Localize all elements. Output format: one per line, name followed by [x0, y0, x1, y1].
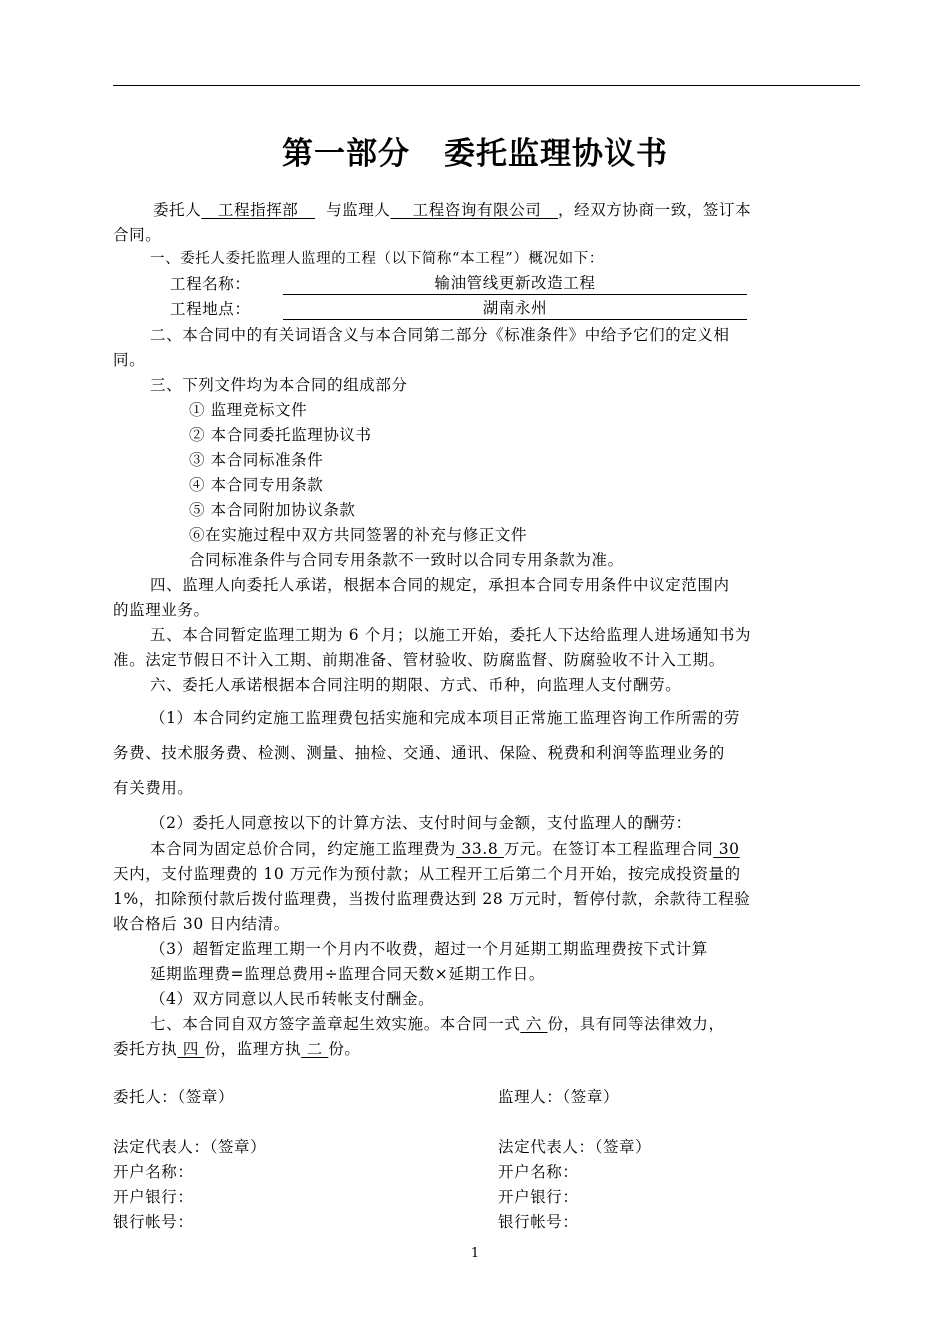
doc-item-5: ⑤ 本合同附加协议条款 [189, 501, 356, 519]
title-part: 第一部分 [282, 136, 410, 172]
doc-item-3: ③ 本合同标准条件 [189, 451, 324, 469]
doc-item-2: ② 本合同委托监理协议书 [189, 426, 372, 444]
sign-supervisor: 监理人：（签章） [498, 1088, 620, 1106]
page-title [0, 128, 950, 173]
client-copies: 四 [177, 1040, 205, 1058]
project-name-label: 工程名称： [170, 275, 251, 293]
page-number: 1 [470, 1246, 480, 1261]
docs-note: 合同标准条件与合同专用条款不一致时以合同专用条款为准。 [189, 551, 624, 569]
supervisor-name-text: 工程咨询有限公司 [412, 201, 542, 219]
bank-client: 开户银行： [113, 1188, 194, 1206]
section-5-line-1: 五、本合同暂定监理工期为 6 个月；以施工开始，委托人下达给监理人进场通知书为 [150, 626, 752, 644]
para-4: （4）双方同意以人民币转帐支付酬金。 [150, 990, 435, 1008]
s7b-prefix: 委托方执 [113, 1040, 178, 1058]
total-copies: 六 [520, 1015, 548, 1033]
section-3: 三、下列文件均为本合同的组成部分 [150, 376, 408, 394]
legal-rep-supervisor: 法定代表人：（签章） [498, 1138, 652, 1156]
s7b-mid: 份，监理方执 [204, 1040, 302, 1058]
intro-cont: 合同。 [113, 226, 162, 244]
fee-amount: 33.8 [455, 840, 504, 858]
section-4-line-1: 四、监理人向委托人承诺，根据本合同的规定，承担本合同专用条件中议定范围内 [150, 576, 730, 594]
s7b-end: 份。 [328, 1040, 361, 1058]
para-3: （3）超暂定监理工期一个月内不收费，超过一个月延期工期监理费按下式计算 [150, 940, 708, 958]
doc-item-4: ④ 本合同专用条款 [189, 476, 324, 494]
intro-mid: 与监理人 [326, 201, 391, 219]
section-7-line-1 [150, 1012, 725, 1036]
intro-line [153, 198, 751, 222]
header-rule [113, 85, 860, 86]
para-3-formula: 延期监理费=监理总费用÷监理合同天数×延期工作日。 [150, 965, 545, 983]
payment-days: 30 [713, 840, 740, 858]
section-2-line-1: 二、本合同中的有关词语含义与本合同第二部分《标准条件》中给予它们的定义相 [150, 326, 730, 344]
section-7-line-2 [113, 1037, 361, 1061]
account-no-supervisor: 银行帐号： [498, 1213, 579, 1231]
para-2-line-2: 天内，支付监理费的 10 万元作为预付款；从工程开工后第二个月开始，按完成投资量的 [113, 865, 741, 883]
para-2-line-3: 1%，扣除预付款后拨付监理费，当拨付监理费达到 28 万元时，暂停付款，余款待工程验 [113, 890, 751, 908]
section-6: 六、委托人承诺根据本合同注明的期限、方式、币种，向监理人支付酬劳。 [150, 676, 682, 694]
section-1: 一、委托人委托监理人监理的工程（以下简称“本工程”）概况如下： [150, 251, 604, 267]
doc-item-6: ⑥在实施过程中双方共同签署的补充与修正文件 [189, 526, 528, 544]
para-2: （2）委托人同意按以下的计算方法、支付时间与金额，支付监理人的酬劳： [150, 814, 692, 832]
intro-suffix: ，经双方协商一致，签订本 [558, 201, 752, 219]
doc-item-1: ① 监理竞标文件 [189, 401, 308, 419]
client-name [201, 201, 315, 219]
s7-prefix: 七、本合同自双方签字盖章起生效实施。本合同一式 [150, 1015, 521, 1033]
section-5-line-2: 准。法定节假日不计入工期、前期准备、管材验收、防腐监督、防腐验收不计入工期。 [113, 651, 725, 669]
sign-client: 委托人：（签章） [113, 1088, 235, 1106]
account-name-client: 开户名称： [113, 1163, 194, 1181]
account-name-supervisor: 开户名称： [498, 1163, 579, 1181]
s7-mid: 份，具有同等法律效力， [547, 1015, 725, 1033]
title-main: 委托监理协议书 [444, 136, 668, 172]
para-2-line-4: 收合格后 30 日内结清。 [113, 915, 290, 933]
account-no-client: 银行帐号： [113, 1213, 194, 1231]
fee-prefix: 本合同为固定总价合同，约定施工监理费为 [150, 840, 456, 858]
project-site-label: 工程地点： [170, 300, 251, 318]
fee-mid: 万元。在签订本工程监理合同 [503, 840, 714, 858]
project-name-value: 输油管线更新改造工程 [283, 272, 747, 295]
para-2-fee-line [150, 837, 740, 861]
supervisor-name [390, 201, 558, 219]
section-4-line-2: 的监理业务。 [113, 601, 210, 619]
para-1-line-2: 务费、技术服务费、检测、测量、抽检、交通、通讯、保险、税费和利润等监理业务的 [113, 744, 725, 762]
para-1-line-1: （1）本合同约定施工监理费包括实施和完成本项目正常施工监理咨询工作所需的劳 [150, 709, 741, 727]
legal-rep-client: 法定代表人：（签章） [113, 1138, 267, 1156]
intro-prefix: 委托人 [153, 201, 202, 219]
section-2-line-2: 同。 [113, 351, 146, 369]
project-site-value: 湖南永州 [283, 297, 747, 320]
bank-supervisor: 开户银行： [498, 1188, 579, 1206]
para-1-line-3: 有关费用。 [113, 779, 194, 797]
client-name-text: 工程指挥部 [217, 201, 299, 219]
supervisor-copies: 二 [301, 1040, 329, 1058]
